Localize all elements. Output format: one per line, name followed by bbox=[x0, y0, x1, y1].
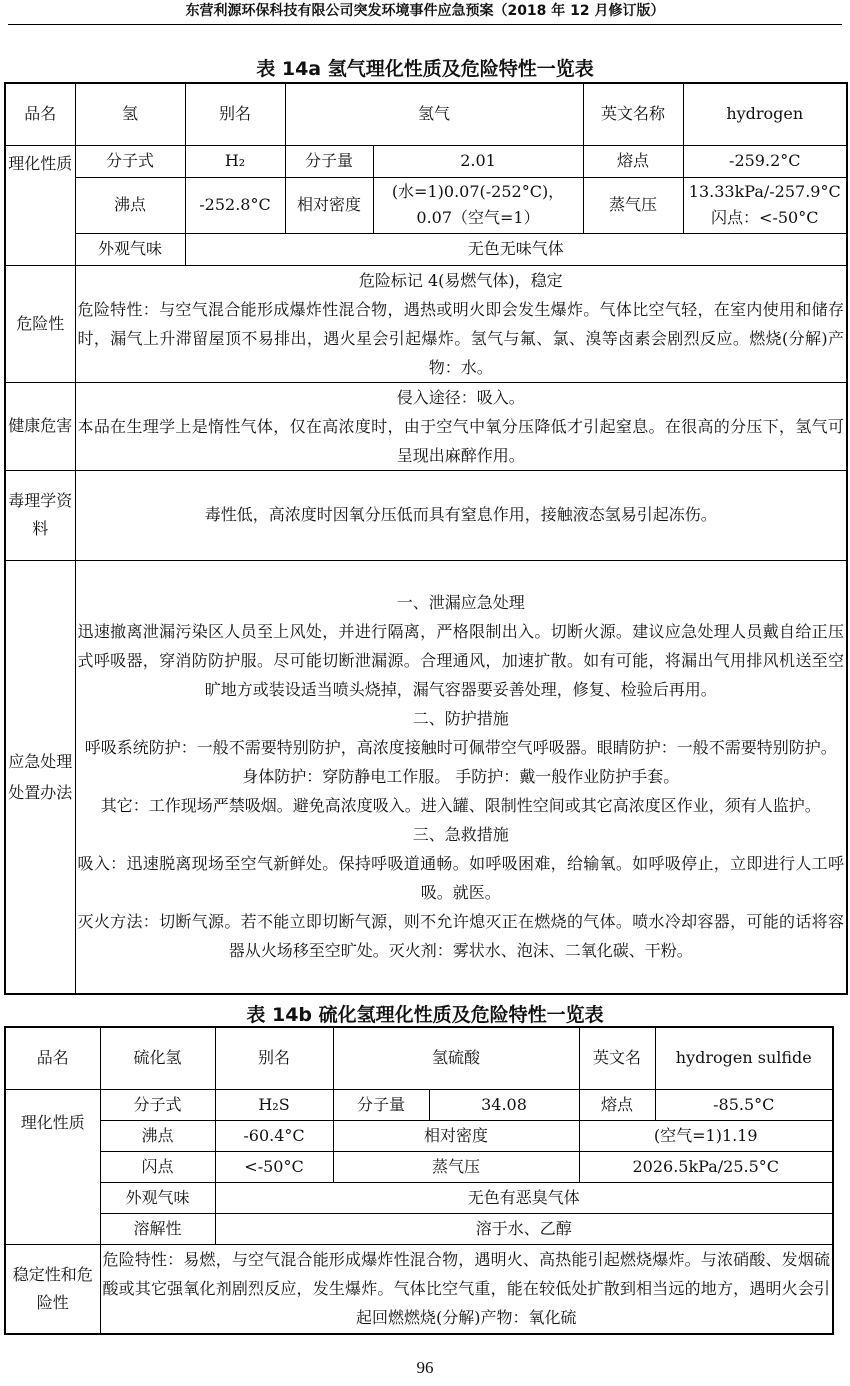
h2s-bp-label: 沸点 bbox=[100, 1120, 215, 1151]
relative-density-value bbox=[373, 177, 583, 233]
molecular-weight-label: 分子量 bbox=[285, 145, 373, 177]
h2s-appearance-value: 无色有恶臭气体 bbox=[215, 1182, 833, 1213]
section-first-aid: 三、急救措施 bbox=[412, 825, 509, 845]
respiratory-protection: 呼吸系统防护：一般不需要特别防护，高浓度接触时可佩带空气呼吸器。眼睛防护：一般不需要特别防护。 bbox=[84, 738, 837, 758]
alias-value: 氢气 bbox=[285, 83, 583, 145]
name-label: 品名 bbox=[5, 83, 75, 145]
english-name-label: 英文名称 bbox=[583, 83, 683, 145]
h2s-alias-value: 氢硫酸 bbox=[333, 1027, 579, 1089]
h2s-mw-label: 分子量 bbox=[333, 1089, 429, 1120]
h2s-appearance-label: 外观气味 bbox=[100, 1182, 215, 1213]
h2s-mp-value: -85.5°C bbox=[655, 1089, 833, 1120]
entry-route: 侵入途径：吸入。 bbox=[396, 387, 525, 407]
header-rule bbox=[8, 24, 842, 25]
h2s-stability-label: 稳定性和危险性 bbox=[5, 1244, 100, 1334]
fire-fighting: 灭火方法：切断气源。若不能立即切断气源，则不允许熄灭正在燃烧的气体。喷水冷却容器，可能的话将容器从火场移至空旷处。灭火剂：雾状水、泡沫、二氧化碳、干粉。 bbox=[77, 912, 845, 961]
appearance-label: 外观气味 bbox=[75, 233, 185, 265]
formula-value: H₂ bbox=[185, 145, 285, 177]
h2s-physical-label: 理化性质 bbox=[5, 1089, 100, 1244]
hazard-label: 危险性 bbox=[5, 265, 75, 382]
other-protection: 其它：工作现场严禁吸烟。避免高浓度吸入。进入罐、限制性空间或其它高浓度区作业，须有人监护。 bbox=[100, 796, 821, 816]
hazard-mark: 危险标记 4(易燃气体)，稳定 bbox=[358, 270, 563, 290]
physical-properties-label: 理化性质 bbox=[5, 145, 75, 265]
health-hazard-label: 健康危害 bbox=[5, 382, 75, 470]
leak-text: 迅速撤离泄漏污染区人员至上风处，并进行隔离，严格限制出入。切断火源。建议应急处理人员戴自给正压式呼吸器，穿消防防护服。尽可能切断泄漏源。合理通风，加速扩散。如有可能，将漏出气用排风机送至空旷地方或装设适当喷头烧掉，漏气容器要妥善处理，修复、检验后再用。 bbox=[77, 622, 845, 700]
h2s-density-value: (空气=1)1.19 bbox=[579, 1120, 833, 1151]
h2s-mw-value: 34.08 bbox=[429, 1089, 579, 1120]
appearance-value: 无色无味气体 bbox=[185, 233, 847, 265]
h2s-bp-value: -60.4°C bbox=[215, 1120, 333, 1151]
melting-point-label: 熔点 bbox=[583, 145, 683, 177]
english-name-value: hydrogen bbox=[683, 83, 847, 145]
hazard-text: 危险特性：与空气混合能形成爆炸性混合物，遇热或明火即会发生爆炸。气体比空气轻，在室内使用和储存时，漏气上升滞留屋顶不易排出，遇火星会引起爆炸。氢气与氟、氯、溴等卤素会剧烈反应。燃烧(分解)产物：水。 bbox=[77, 299, 845, 377]
h2s-english-label: 英文名 bbox=[579, 1027, 655, 1089]
document-header: 东营利源环保科技有限公司突发环境事件应急预案（2018 年 12 月修订版） bbox=[185, 3, 665, 19]
section-protection: 二、防护措施 bbox=[412, 709, 509, 729]
inhalation-aid: 吸入：迅速脱离现场至空气新鲜处。保持呼吸道通畅。如呼吸困难，给输氧。如呼吸停止，立即进行人工呼吸。就医。 bbox=[77, 854, 845, 903]
alias-label: 别名 bbox=[185, 83, 285, 145]
molecular-weight-value: 2.01 bbox=[373, 145, 583, 177]
body-protection: 身体防护：穿防静电工作服。 手防护：戴一般作业防护手套。 bbox=[242, 767, 680, 787]
density-air: 0.07（空气=1） bbox=[416, 208, 540, 227]
health-hazard-text: 本品在生理学上是惰性气体，仅在高浓度时，由于空气中氧分压降低才引起窒息。在很高的分压下，氢气可呈现出麻醉作用。 bbox=[77, 416, 845, 465]
table-14a-title: 表 14a 氢气理化性质及危险特性一览表 bbox=[256, 58, 594, 80]
toxicology-label: 毒理学资料 bbox=[5, 470, 75, 560]
h2s-stability-text: 危险特性：易燃，与空气混合能形成爆炸性混合物，遇明火、高热能引起燃烧爆炸。与浓硝酸、发烟硫酸或其它强氧化剂剧烈反应，发生爆炸。气体比空气重，能在较低处扩散到相当远的地方，遇明火会引起回燃燃烧(分解)产物：氧化硫 bbox=[100, 1244, 833, 1334]
h2s-vp-value: 2026.5kPa/25.5°C bbox=[579, 1151, 833, 1182]
h2s-name-value: 硫化氢 bbox=[100, 1027, 215, 1089]
flash-point-value: 闪点：<-50°C bbox=[711, 208, 819, 227]
melting-point-value: -259.2°C bbox=[683, 145, 847, 177]
formula-label: 分子式 bbox=[75, 145, 185, 177]
page-number: 96 bbox=[416, 1358, 434, 1377]
vapor-pressure-value: 13.33kPa/-257.9°C bbox=[688, 182, 841, 201]
boiling-point-value: -252.8°C bbox=[185, 177, 285, 233]
name-value: 氢 bbox=[75, 83, 185, 145]
toxicology-text: 毒性低，高浓度时因氧分压低而具有窒息作用，接触液态氢易引起冻伤。 bbox=[75, 470, 847, 560]
emergency-label: 应急处理处置办法 bbox=[5, 560, 75, 994]
section-leak: 一、泄漏应急处理 bbox=[396, 593, 525, 613]
h2s-solubility-value: 溶于水、乙醇 bbox=[215, 1213, 833, 1244]
hydrogen-table bbox=[4, 82, 848, 995]
h2s-name-label: 品名 bbox=[5, 1027, 100, 1089]
h2s-mp-label: 熔点 bbox=[579, 1089, 655, 1120]
h2s-solubility-label: 溶解性 bbox=[100, 1213, 215, 1244]
h2s-density-label: 相对密度 bbox=[333, 1120, 579, 1151]
h2s-vp-label: 蒸气压 bbox=[333, 1151, 579, 1182]
table-14b-title: 表 14b 硫化氢理化性质及危险特性一览表 bbox=[246, 1004, 604, 1026]
h2s-english-value: hydrogen sulfide bbox=[655, 1027, 833, 1089]
relative-density-label: 相对密度 bbox=[285, 177, 373, 233]
boiling-point-label: 沸点 bbox=[75, 177, 185, 233]
h2s-flash-label: 闪点 bbox=[100, 1151, 215, 1182]
h2s-flash-value: <-50°C bbox=[215, 1151, 333, 1182]
h2s-formula-value: H₂S bbox=[215, 1089, 333, 1120]
vapor-pressure-label: 蒸气压 bbox=[583, 177, 683, 233]
density-water: (水=1)0.07(-252°C)， bbox=[391, 182, 565, 201]
h2s-alias-label: 别名 bbox=[215, 1027, 333, 1089]
h2s-formula-label: 分子式 bbox=[100, 1089, 215, 1120]
hydrogen-sulfide-table bbox=[4, 1026, 834, 1335]
